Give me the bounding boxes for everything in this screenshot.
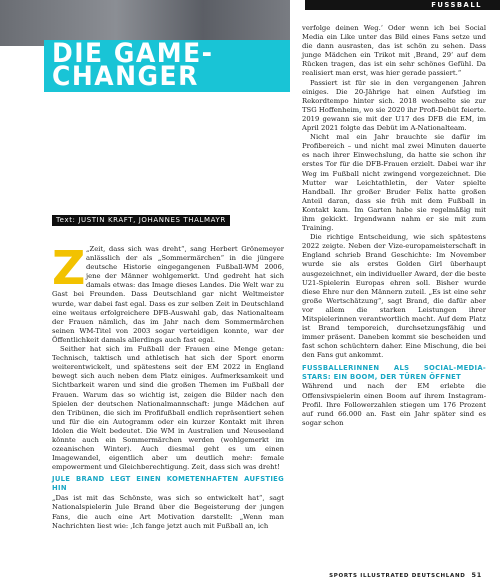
left-column xyxy=(52,241,284,531)
subheading: FUSSBALLERINNEN ALS SOCIAL-MEDIA-STARS: EIN BOOM, DER TÜREN ÖFFNET xyxy=(302,364,486,381)
paragraph: verfolge deinen Weg.‘ Oder wenn ich bei Social Media ein Like unter das Bild eines Fans setze und die dann ausrasten, das ist schön zu sehen. Dass junge Mädchen ein Trikot mit ‚Brand, 29‘ auf dem Rücken tragen, das ist ein sehr schönes Gefühl. Da realisiert man erst, was hier gerade passiert.“ xyxy=(302,24,486,78)
headline xyxy=(52,37,288,92)
right-page xyxy=(290,0,500,583)
page-footer xyxy=(329,571,482,579)
headline-line-1: DIE GAME- xyxy=(52,37,214,69)
paragraph: „Zeit, dass sich was dreht“, sang Herbert Grönemeyer anlässlich der als „Sommermärchen“ in die jüngere deutsche Historie eingegangenen Fußball-WM 2006, jene der Männer wohlgemerkt. Und gedreht hat sich damals etwas: das Image dieses Landes. Die Welt war zu Gast bei Freunden. Dass Deutschland gar nicht Weltmeister wurde, war dabei fast egal. Dass es zur selben Zeit in Deutschland eine weitaus erfolgreichere DFB-Auswahl gab, das Nationalteam der Frauen nämlich, das im Jahr nach dem Sommermärchen seinen WM-Titel von 2003 sogar verteidigen konnte, war der Öffentlichkeit damals allerdings auch fast egal. xyxy=(52,245,284,344)
right-column xyxy=(302,24,486,428)
drop-cap: Z xyxy=(52,241,86,295)
paragraph: Während und nach der EM erlebte die Offensivspielerin einen Boom auf ihrem Instagram-Profil. Ihre Followerzahlen stiegen um 176 Prozent auf rund 66.000 an. Fast ein Jahr später sind es sogar schon xyxy=(302,382,486,427)
page-number: 51 xyxy=(471,571,482,579)
headline-line-2: CHANGER xyxy=(52,60,199,92)
paragraph: Seither hat sich im Fußball der Frauen eine Menge getan: Technisch, taktisch und athletisch hat sich der Sport enorm weiterentwickelt, und spätestens seit der EM 2022 in England bewegt sich auch neben dem Platz einiges. Aufmerksamkeit und Sichtbarkeit waren und sind die großen Themen im Fußball der Frauen. Warum das so wichtig ist, zeigen die Bilder nach den Spielen der deutschen Nationalmannschaft: junge Mädchen auf den Tribünen, die sich im Profifußball endlich repräsentiert sehen und für die ein Autogramm oder ein kurzer Kontakt mit ihren Idolen die Welt bedeutet. Die WM in Australien und Neuseeland könnte auch ein Sommermärchen werden (wohlgemerkt im ozeanischen Winter). Auch diesmal geht es um einen Imagewandel, eigentlich aber um deutlich mehr: female empowerment und Gleichberechtigung. Zeit, dass sich was dreht! xyxy=(52,345,284,472)
subheading: JULE BRAND LEGT EINEN KOMETENHAFTEN AUFSTIEG HIN xyxy=(52,475,284,493)
paragraph: Die richtige Entscheidung, wie sich spätestens 2022 zeigte. Neben der Vize-europameisterschaft in England schrieb Brand Geschichte: Im November wurde sie als erstes Golden Girl überhaupt ausgezeichnet, ein individueller Award, der die beste U21-Spielerin Europas ehren soll. Bisher wurde diese Ehre nur den Männern zuteil. „Es ist eine sehr große Wertschätzung“, sagt Brand, die dafür aber vor allem die starken Leistungen ihrer Mitspielerinnen verantwortlich macht. Auf dem Platz ist Brand temporeich, durchsetzungsfähig und immer präsent. Daneben kommt sie bescheiden und fast schon schüchtern daher. Eine Mischung, die bei den Fans gut ankommt. xyxy=(302,233,486,360)
paragraph: „Das ist mit das Schönste, was sich so entwickelt hat“, sagt Nationalspielerin Jule Brand über die Begeisterung der jungen Fans, die auch eine Art Motivation darstellt: „Wenn man Nachrichten liest wie: ‚Ich fange jetzt auch mit Fußball an, ich xyxy=(52,494,284,530)
subtitle: Vize-Europameisterinnen mit neuen Qualitäten auf und neben dem Platz, aber trotzdem nahbar – Jule Brand und Lena Oberdorf sind zwei Gesichter einer neuen Generation, die den Fußball der Frauen in Deutschland auf das nächste Level hievt. Doch was zeichnet diese neuen Stars aus? xyxy=(52,97,282,166)
byline: Text: JUSTIN KRAFT, JOHANNES THALMAYR xyxy=(52,215,230,226)
publication-name: SPORTS ILLUSTRATED DEUTSCHLAND xyxy=(329,573,466,579)
paragraph: Passiert ist für sie in den vergangenen Jahren einiges. Die 20-Jährige hat einen Aufstieg im Rekordtempo hinter sich. 2018 wechselte sie zur TSG Hoffenheim, wo sie 2020 ihr Profi-Debüt feierte. 2019 gewann sie mit der U17 des DFB die EM, im April 2021 folgte das Debüt im A-Nationalteam. xyxy=(302,78,486,133)
section-label: FUSSBALL xyxy=(431,1,482,9)
paragraph: Nicht mal ein Jahr brauchte sie dafür im Profibereich – und nicht mal zwei Minuten dauerte es nach ihrer Einwechslung, da hatte sie schon ihr erstes Tor für die DFB-Frauen erzielt. Dabei war ihr Weg im Fußball nicht zwingend vorgezeichnet. Die Mutter war Leichtathletin, der Vater spielte Handball. Ihr großer Bruder Felix hatte großen Anteil daran, dass sie früh mit dem Fußball in Kontakt kam. Im Garten habe sie regelmäßig mit ihm gekickt. Irgendwann nahm er sie mit zum Training. xyxy=(302,133,486,233)
